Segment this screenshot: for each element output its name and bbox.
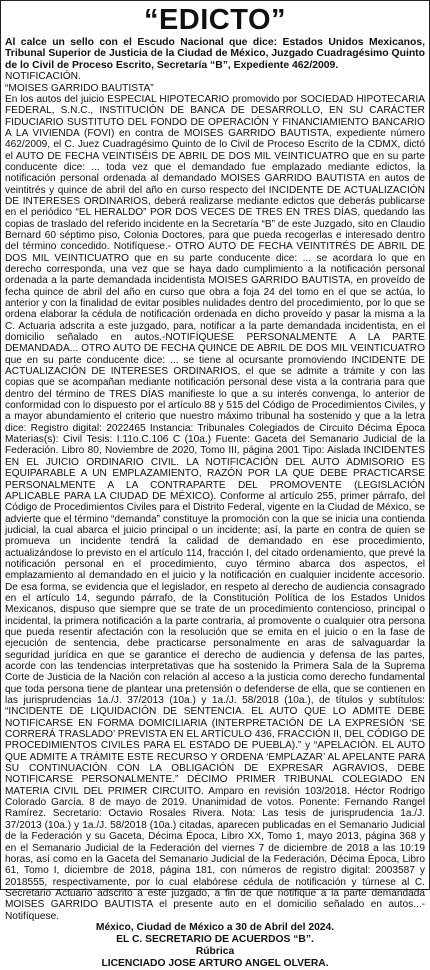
seal-description: Al calce un sello con el Escudo Nacional que dice: Estados Unidos Mexicanos, Tribunal Superior de Justicia de la Ciudad de México, Juzgado Cuadragésimo Quinto de lo Civil de Proceso Escrito, Secretaría “B”, Expediente 462/2009.	[5, 37, 425, 71]
notification-label: NOTIFICACIÓN.	[5, 71, 81, 83]
secretary-name: LICENCIADO JOSE ARTURO ANGEL OLVERA.	[101, 957, 329, 969]
place-date: México, Ciudad de México a 30 de Abril del 2024.	[95, 921, 335, 933]
signature-label: Rúbrica	[195, 945, 235, 957]
addressee-name: “MOISES GARRIDO BAUTISTA”	[5, 82, 154, 94]
secretary-title: EL C. SECRETARIO DE ACUERDOS “B”.	[116, 933, 314, 945]
edict-body: En los autos del juicio ESPECIAL HIPOTECARIO promovido por SOCIEDAD HIPOTECARIA FEDERAL, S.N.C., INSTITUCIÓN DE BANCA DE DESARROLLO, EN SU CARÁCTER FIDUCIARIO SUSTITUTO DEL FONDO DE OPERACIÓN Y FINANCIAMIENTO BANCARIO A LA VIVIENDA (FOVI) en contra de MOISES GARRIDO BAUTISTA, expediente número 462/2009, el C. Juez Cuadragésimo Quinto de lo Civil de Proceso Escrito de la CDMX, dictó el AUTO DE FECHA VEINTISÉIS DE ABRIL DE DOS MIL VEINTICUATRO que en su parte conducente dice: ... toda vez que el demandado fue emplazado mediante edictos, la notificación personal ordenada al demandado MOISES GARRIDO BAUTISTA en autos de veintitrés y quince de abril del año en curso respecto del INCIDENTE DE ACTUALIZACIÓN DE INTERESES ORDINARIOS, deberá realizarse mediante edictos que deberás publicarse en el periódico “EL HERALDO” POR DOS VECES DE TRES EN TRES DÍAS, quedando las copias de traslado del referido incidente en la Secretaría “B” de este Juzgado, sito en Claudio Bernard 60 séptimo piso, Colonia Doctores, para que pueda recogerlas e interesado dentro del término concedido. Notifíquese.- OTRO AUTO DE FECHA VEINTITRÉS DE ABRIL DE DOS MIL VEINTICUATRO que en su parte conducente dice: ... se acordara lo que en derecho corresponda, una vez que se haya dado cumplimiento a la notificación personal ordenada a la parte demandada incidentista MOISES GARRIDO BAUTISTA, en proveído de fecha quince de abril del año en curso que obra a foja 24 del tomo en el que se actúa, lo anterior y con la finalidad de evitar posibles nulidades dentro del procedimiento, por lo que se ordena elaborar la cédula de notificación ordenada en dicho proveído y pasar la misma a la C. Actuaria adscrita a este juzgado, para, notificar a la parte demandada incidentista, en el domicilio señalado en autos.-NOTIFÍQUESE PERSONALMENTE A LA PARTE DEMANDADA... OTRO AUTO DE FECHA QUINCE DE ABRIL DE DOS MIL VEINTICUATRO que en su parte conducente dice: ... se tiene al ocursante promoviendo INCIDENTE DE ACTUALIZACIÓN DE INTERESES ORDINARIOS, el que se admite a trámite y con las copias que se acompañan mediante notificación personal dese vista a la contraria para que dentro del término de TRES DÍAS manifieste lo que a su interés convenga, lo anterior de conformidad con lo dispuesto por el artículo 88 y 515 del Código de Procedimientos Civiles, y a mayor abundamiento el criterio que nuestro máximo tribunal ha sostenido y que a la letra dice: Registro digital: 2022465 Instancia: Tribunales Colegiados de Circuito Décima Época Materias(s): Civil Tesis: I.11o.C.106 C (10a.) Fuente: Gaceta del Semanario Judicial de la Federación. Libro 80, Noviembre de 2020, Tomo III, página 2001 Tipo: Aislada INCIDENTES EN EL JUICIO ORDINARIO CIVIL. LA NOTIFICACIÓN DEL AUTO ADMISORIO ES EQUIPARABLE A UN EMPLAZAMIENTO, RAZÓN POR LA QUE DEBE PRACTICARSE PERSONALMENTE A LA CONTRAPARTE DEL PROMOVENTE (LEGISLACIÓN APLICABLE PARA LA CIUDAD DE MÉXICO). Conforme al artículo 255, primer párrafo, del Código de Procedimientos Civiles para el Distrito Federal, vigente en la Ciudad de México, se advierte que el término “demanda” constituye la promoción con la que se inicia una contienda judicial, la cual abarca el juicio principal o un incidente; así, la parte en contra de quien se promueva un incidente tendrá la calidad de demandado en ese procedimiento, actualizándose lo previsto en el artículo 114, fracción I, del citado ordenamiento, que prevé la notificación personal en el procedimiento, cuyo término abarca dos aspectos, el emplazamiento al demandado en el juicio y la notificación en cualquier incidente accesorio. De esa forma, se evidencia que el legislador, en respeto al derecho de audiencia consagrado en el artículo 14, segundo párrafo, de la Constitución Política de los Estados Unidos Mexicanos, dispuso que siempre que se trate de un procedimiento contencioso, principal o incidental, la primera notificación a la parte contraria, al promovente o cualquier otra persona que pueda resentir afectación con la resolución que se emita en el juicio o en la fase de ejecución de sentencia, debe practicarse personalmente en aras de salvaguardar la seguridad jurídica en que se garantice el derecho de audiencia y defensa de las partes, acorde con las tendencias interpretativas que ha sostenido la Primera Sala de la Suprema Corte de Justicia de la Nación con relación al acceso a la justicia como derecho fundamental que toda persona tiene de plantear una pretensión o defenderse de ella, que se contienen en las jurisprudencias 1a./J. 37/2013 (10a.) y 1a./J. 58/2018 (10a.), de títulos y subtítulos: “INCIDENTE DE LIQUIDACIÓN DE SENTENCIA. EL AUTO QUE LO ADMITE DEBE NOTIFICARSE EN FORMA DOMICILIARIA (INTERPRETACIÓN DE LA EXPRESIÓN ‘SE CORRERÁ TRASLADO’ PREVISTA EN EL ARTÍCULO 436, FRACCIÓN II, DEL CÓDIGO DE PROCEDIMIENTOS CIVILES PARA EL ESTADO DE PUEBLA).” y “APELACIÓN. EL AUTO QUE ADMITE A TRÁMITE ESTE RECURSO Y ORDENA ‘EMPLAZAR’ AL APELANTE PARA SU CONTINUACIÓN CON LA OBLIGACIÓN DE EXPRESAR AGRAVIOS, DEBE NOTIFICARSE PERSONALMENTE.” DÉCIMO PRIMER TRIBUNAL COLEGIADO EN MATERIA CIVIL DEL PRIMER CIRCUITO. Amparo en revisión 103/2018. Héctor Rodrigo Colorado García. 8 de mayo de 2019. Unanimidad de votos. Ponente: Fernando Rangel Ramírez. Secretario: Octavio Rosales Rivera. Nota: Las tesis de jurisprudencia 1a./J. 37/2013 (10a.) y 1a./J. 58/2018 (10a.) citadas, aparecen publicadas en el Semanario Judicial de la Federación y su Gaceta, Décima Época, Libro XX, Tomo 1, mayo 2013, página 368 y en el Semanario Judicial de la Federación del viernes 7 de diciembre de 2018 a las 10:19 horas, así como en la Gaceta del Semanario Judicial de la Federación, Décima Época, Libro 61, Tomo I, diciembre de 2018, página 181, con números de registro digital: 2003587 y 2018555, respectivamente, por lo cual elabórese cédula de notificación y túrnese al C. Secretario Actuario adscrito a este juzgado, a fin de que notifique a la parte demandada MOISES GARRIDO BAUTISTA el presente auto en el domicilio señalado en autos...- Notifíquese.	[5, 93, 425, 922]
edict-title: “EDICTO”	[143, 4, 287, 36]
